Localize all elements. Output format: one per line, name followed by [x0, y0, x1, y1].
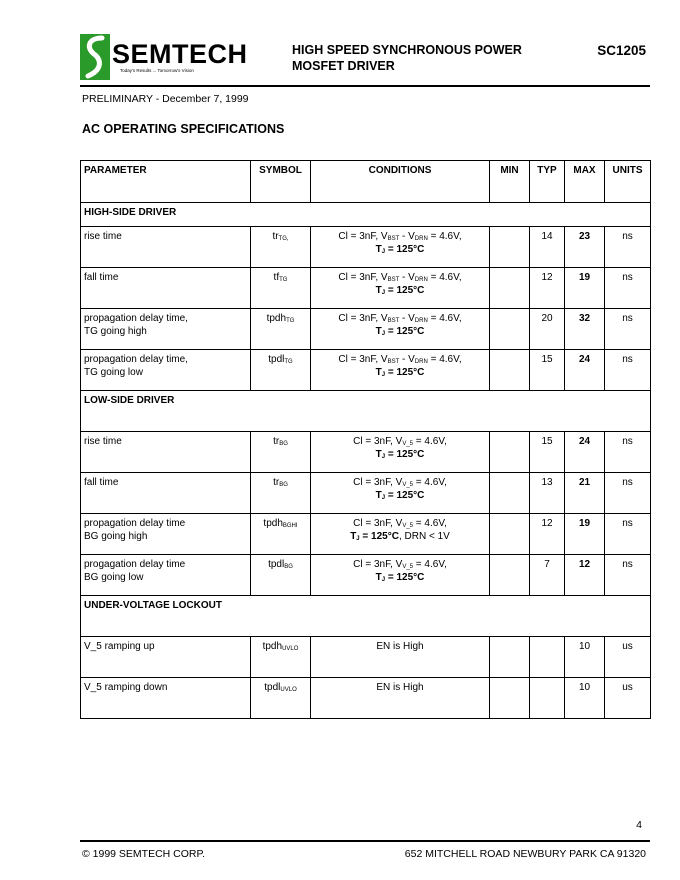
- units-cell: ns: [605, 555, 651, 596]
- footer-rule: [80, 840, 650, 842]
- parameter-cell: fall time: [81, 473, 251, 514]
- group-row: [81, 203, 651, 227]
- part-number: SC1205: [597, 43, 646, 58]
- units-cell: ns: [605, 432, 651, 473]
- max-cell: 19: [565, 514, 605, 555]
- col-parameter: PARAMETER: [81, 161, 251, 203]
- table-row: [81, 555, 651, 596]
- symbol-cell: $tr_{BG}$: [251, 473, 311, 514]
- conditions-cell: Cl = 3nF, $V_{V\_5} = 4.6V$, $T_J = 125^\circ C$: [311, 555, 490, 596]
- col-symbol: SYMBOL: [251, 161, 311, 203]
- symbol-cell: $tr_{BG}$: [251, 432, 311, 473]
- logo-wordmark: SEMTECH: [112, 39, 248, 69]
- col-conditions: CONDITIONS: [311, 161, 490, 203]
- footer-copyright: © 1999 SEMTECH CORP.: [82, 848, 206, 860]
- units-cell: ns: [605, 309, 651, 350]
- units-cell: ns: [605, 268, 651, 309]
- parameter-cell: V_5 ramping down: [81, 678, 251, 719]
- col-max: MAX: [565, 161, 605, 203]
- parameter-cell: propagation delay time, TG going low: [81, 350, 251, 391]
- group-row: [81, 391, 651, 432]
- table-row: [81, 350, 651, 391]
- group-uvlo: UNDER-VOLTAGE LOCKOUT: [81, 596, 651, 637]
- semtech-logo: [80, 34, 276, 82]
- col-min: MIN: [490, 161, 530, 203]
- max-cell: 10: [565, 678, 605, 719]
- conditions-cell: Cl = 3nF, $V_{BST} - V_{DRN} = 4.6V$, $T_J = 125^\circ C$: [311, 309, 490, 350]
- conditions-cell: Cl = 3nF, $V_{V\_5} = 4.6V$, $T_J = 125^\circ C$: [311, 473, 490, 514]
- conditions-cell: Cl = 3nF, $V_{BST} - V_{DRN} = 4.6V$, $T_J = 125^\circ C$: [311, 350, 490, 391]
- min-cell: [490, 432, 530, 473]
- symbol-cell: tpdl$_{TG}$: [251, 350, 311, 391]
- header-rule: [80, 85, 650, 87]
- parameter-cell: fall time: [81, 268, 251, 309]
- parameter-cell: propagation delay time, TG going high: [81, 309, 251, 350]
- min-cell: [490, 637, 530, 678]
- units-cell: us: [605, 678, 651, 719]
- max-cell: 21: [565, 473, 605, 514]
- parameter-cell: propagation delay time BG going high: [81, 514, 251, 555]
- symbol-cell: tpdh$_{UVLO}$: [251, 637, 311, 678]
- symbol-cell: $tf_{TG}$: [251, 268, 311, 309]
- table-row: [81, 678, 651, 719]
- typ-cell: 15: [530, 350, 565, 391]
- symbol-cell: tpdl$_{BG}$: [251, 555, 311, 596]
- spec-table: [80, 160, 651, 719]
- col-units: UNITS: [605, 161, 651, 203]
- footer-address: 652 MITCHELL ROAD NEWBURY PARK CA 91320: [404, 848, 646, 860]
- table-row: [81, 637, 651, 678]
- units-cell: ns: [605, 227, 651, 268]
- typ-cell: 20: [530, 309, 565, 350]
- conditions-cell: EN is High: [311, 637, 490, 678]
- conditions-cell: Cl = 3nF, $V_{V\_5} = 4.6V$, $T_J = 125^\circ C$: [311, 432, 490, 473]
- min-cell: [490, 678, 530, 719]
- typ-cell: 15: [530, 432, 565, 473]
- page-number: 4: [636, 819, 642, 831]
- units-cell: ns: [605, 473, 651, 514]
- table-row: [81, 268, 651, 309]
- typ-cell: 12: [530, 514, 565, 555]
- table-header-row: [81, 161, 651, 203]
- symbol-cell: $tr_{TG,}$: [251, 227, 311, 268]
- document-title: HIGH SPEED SYNCHRONOUS POWER MOSFET DRIVER: [292, 43, 522, 73]
- units-cell: ns: [605, 350, 651, 391]
- typ-cell: 13: [530, 473, 565, 514]
- parameter-cell: progagation delay time BG going low: [81, 555, 251, 596]
- conditions-cell: Cl = 3nF, $V_{V\_5} = 4.6V$, $T_J = 125^\circ C$, DRN < 1V: [311, 514, 490, 555]
- table-row: [81, 432, 651, 473]
- symbol-cell: tpdl$_{UVLO}$: [251, 678, 311, 719]
- table-row: [81, 227, 651, 268]
- parameter-cell: rise time: [81, 432, 251, 473]
- min-cell: [490, 473, 530, 514]
- parameter-cell: rise time: [81, 227, 251, 268]
- status-line: PRELIMINARY - December 7, 1999: [82, 93, 249, 105]
- col-typ: TYP: [530, 161, 565, 203]
- table-row: [81, 309, 651, 350]
- min-cell: [490, 514, 530, 555]
- logo-tagline: Today's Results ... Tomorrow's Vision: [120, 68, 194, 73]
- max-cell: 12: [565, 555, 605, 596]
- max-cell: 23: [565, 227, 605, 268]
- section-title: AC OPERATING SPECIFICATIONS: [82, 122, 285, 136]
- group-row: [81, 596, 651, 637]
- typ-cell: [530, 678, 565, 719]
- min-cell: [490, 309, 530, 350]
- typ-cell: [530, 637, 565, 678]
- parameter-cell: V_5 ramping up: [81, 637, 251, 678]
- conditions-cell: Cl = 3nF, $V_{BST} - V_{DRN} = 4.6V$, $T_J = 125^\circ C$: [311, 227, 490, 268]
- table-row: [81, 473, 651, 514]
- min-cell: [490, 350, 530, 391]
- max-cell: 24: [565, 432, 605, 473]
- typ-cell: 12: [530, 268, 565, 309]
- typ-cell: 7: [530, 555, 565, 596]
- conditions-cell: Cl = 3nF, $V_{BST} - V_{DRN} = 4.6V$, $T_J = 125^\circ C$: [311, 268, 490, 309]
- max-cell: 19: [565, 268, 605, 309]
- group-low-side: LOW-SIDE DRIVER: [81, 391, 651, 432]
- group-high-side: HIGH-SIDE DRIVER: [81, 203, 651, 227]
- min-cell: [490, 227, 530, 268]
- symbol-cell: tpdh$_{TG}$: [251, 309, 311, 350]
- min-cell: [490, 268, 530, 309]
- conditions-cell: EN is High: [311, 678, 490, 719]
- units-cell: ns: [605, 514, 651, 555]
- logo-mark: [80, 34, 110, 80]
- max-cell: 10: [565, 637, 605, 678]
- min-cell: [490, 555, 530, 596]
- max-cell: 32: [565, 309, 605, 350]
- typ-cell: 14: [530, 227, 565, 268]
- symbol-cell: tpdh$_{BGHI}$: [251, 514, 311, 555]
- table-row: [81, 514, 651, 555]
- units-cell: us: [605, 637, 651, 678]
- max-cell: 24: [565, 350, 605, 391]
